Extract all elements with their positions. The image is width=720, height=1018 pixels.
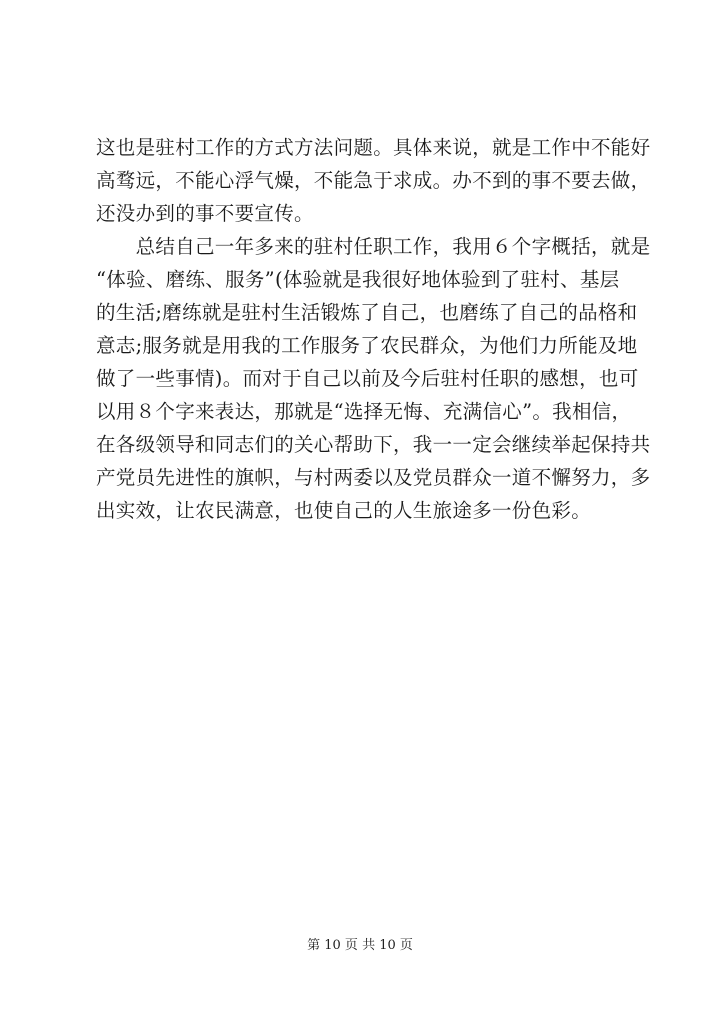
text-line: “体验、磨练、服务”(体验就是我很好地体验到了驻村、基层 bbox=[96, 268, 620, 291]
text-line: 意志;服务就是用我的工作服务了农民群众，为他们力所能及地 bbox=[96, 334, 638, 357]
page-number-footer: 第 10 页 共 10 页 bbox=[307, 938, 413, 953]
text-line: 产党员先进性的旗帜，与村两委以及党员群众一道不懈努力，多 bbox=[96, 466, 651, 489]
text-line: 以用８个字来表达，那就是“选择无悔、充满信心”。我相信， bbox=[96, 400, 632, 423]
text-line: 的生活;磨练就是驻村生活锻炼了自己，也磨练了自己的品格和 bbox=[96, 301, 638, 324]
text-line: 这也是驻村工作的方式方法问题。具体来说，就是工作中不能好 bbox=[96, 136, 651, 159]
text-line: 做了一些事情)。而对于自己以前及今后驻村任职的感想，也可 bbox=[96, 367, 639, 390]
text-line: 还没办到的事不要宣传。 bbox=[96, 202, 314, 225]
text-line: 高骛远，不能心浮气燥，不能急于求成。办不到的事不要去做， bbox=[96, 169, 651, 192]
body-text bbox=[96, 131, 651, 527]
text-line: 总结自己一年多来的驻村任职工作，我用６个字概括，就是 bbox=[96, 235, 651, 258]
text-line: 出实效，让农民满意，也使自己的人生旅途多一份色彩。 bbox=[96, 499, 592, 522]
text-line: 在各级领导和同志们的关心帮助下，我一一定会继续举起保持共 bbox=[96, 433, 651, 456]
